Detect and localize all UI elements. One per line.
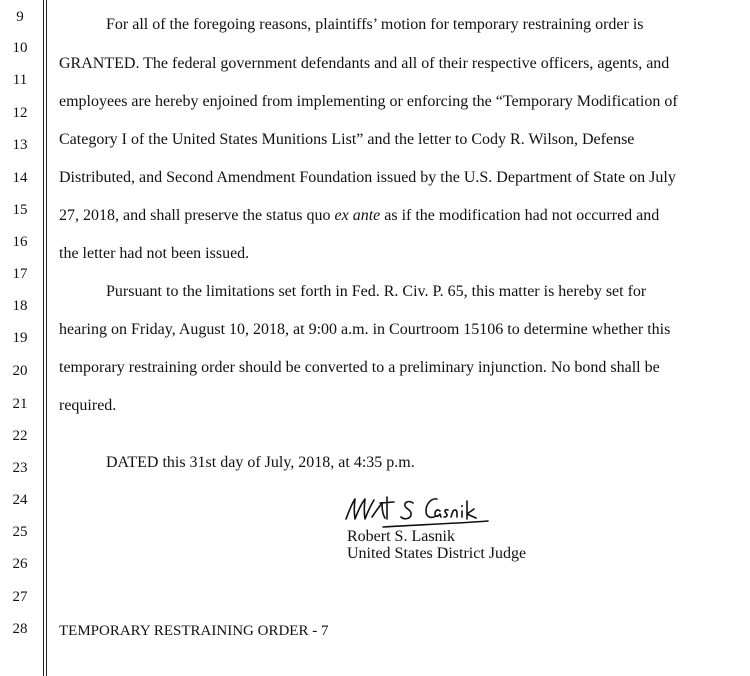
line-number: 24: [12, 492, 28, 508]
order-paragraph-line: employees are hereby enjoined from implementing or enforcing the “Temporary Modification of: [59, 93, 678, 110]
judge-signature: [343, 489, 493, 533]
order-paragraph-line: GRANTED. The federal government defendants and all of their respective officers, agents, and: [59, 55, 670, 72]
line-number: 22: [12, 428, 28, 444]
judge-name: Robert S. Lasnik: [347, 528, 455, 545]
order-paragraph-line: Category I of the United States Munitions List” and the letter to Cody R. Wilson, Defense: [59, 131, 635, 148]
text-run: as if the modification had not occurred and: [380, 207, 660, 224]
line-number: 13: [12, 137, 28, 153]
line-number: 14: [12, 170, 28, 186]
text-run: 27, 2018, and shall preserve the status quo: [59, 207, 335, 224]
line-number: 19: [12, 330, 28, 346]
order-paragraph-line: [59, 206, 659, 226]
line-number: 17: [12, 266, 28, 282]
line-number: 21: [12, 396, 28, 412]
order-paragraph-line: the letter had not been issued.: [59, 245, 250, 262]
line-number: 25: [12, 524, 28, 540]
order-paragraph-line: Distributed, and Second Amendment Foundation issued by the U.S. Department of State on July: [59, 169, 676, 186]
line-number: 26: [12, 556, 28, 572]
line-number: 28: [12, 621, 28, 637]
line-number: 9: [16, 9, 24, 25]
margin-rule-right: [46, 0, 47, 676]
line-number: 12: [12, 105, 28, 121]
italic-term: ex ante: [334, 207, 381, 224]
hearing-paragraph-line: temporary restraining order should be converted to a preliminary injunction. No bond shall be: [59, 359, 660, 376]
line-number: 15: [12, 202, 28, 218]
line-number: 23: [12, 460, 28, 476]
hearing-paragraph-line: hearing on Friday, August 10, 2018, at 9:00 a.m. in Courtroom 15106 to determine whether this: [59, 321, 671, 338]
judge-title: United States District Judge: [347, 545, 527, 562]
dated-line: DATED this 31st day of July, 2018, at 4:35 p.m.: [106, 454, 415, 471]
margin-rule-left: [43, 0, 44, 676]
line-number: 10: [12, 40, 28, 56]
line-number: 18: [12, 298, 28, 314]
order-paragraph-line: For all of the foregoing reasons, plaintiffs’ motion for temporary restraining order is: [106, 16, 644, 33]
line-number: 27: [12, 589, 28, 605]
document-footer: TEMPORARY RESTRAINING ORDER - 7: [59, 623, 329, 639]
line-number: 11: [12, 72, 28, 88]
hearing-paragraph-line: required.: [59, 397, 117, 414]
line-number: 20: [12, 363, 28, 379]
hearing-paragraph-line: Pursuant to the limitations set forth in Fed. R. Civ. P. 65, this matter is hereby set for: [106, 283, 647, 300]
line-number-gutter: [0, 0, 44, 676]
line-number: 16: [12, 234, 28, 250]
